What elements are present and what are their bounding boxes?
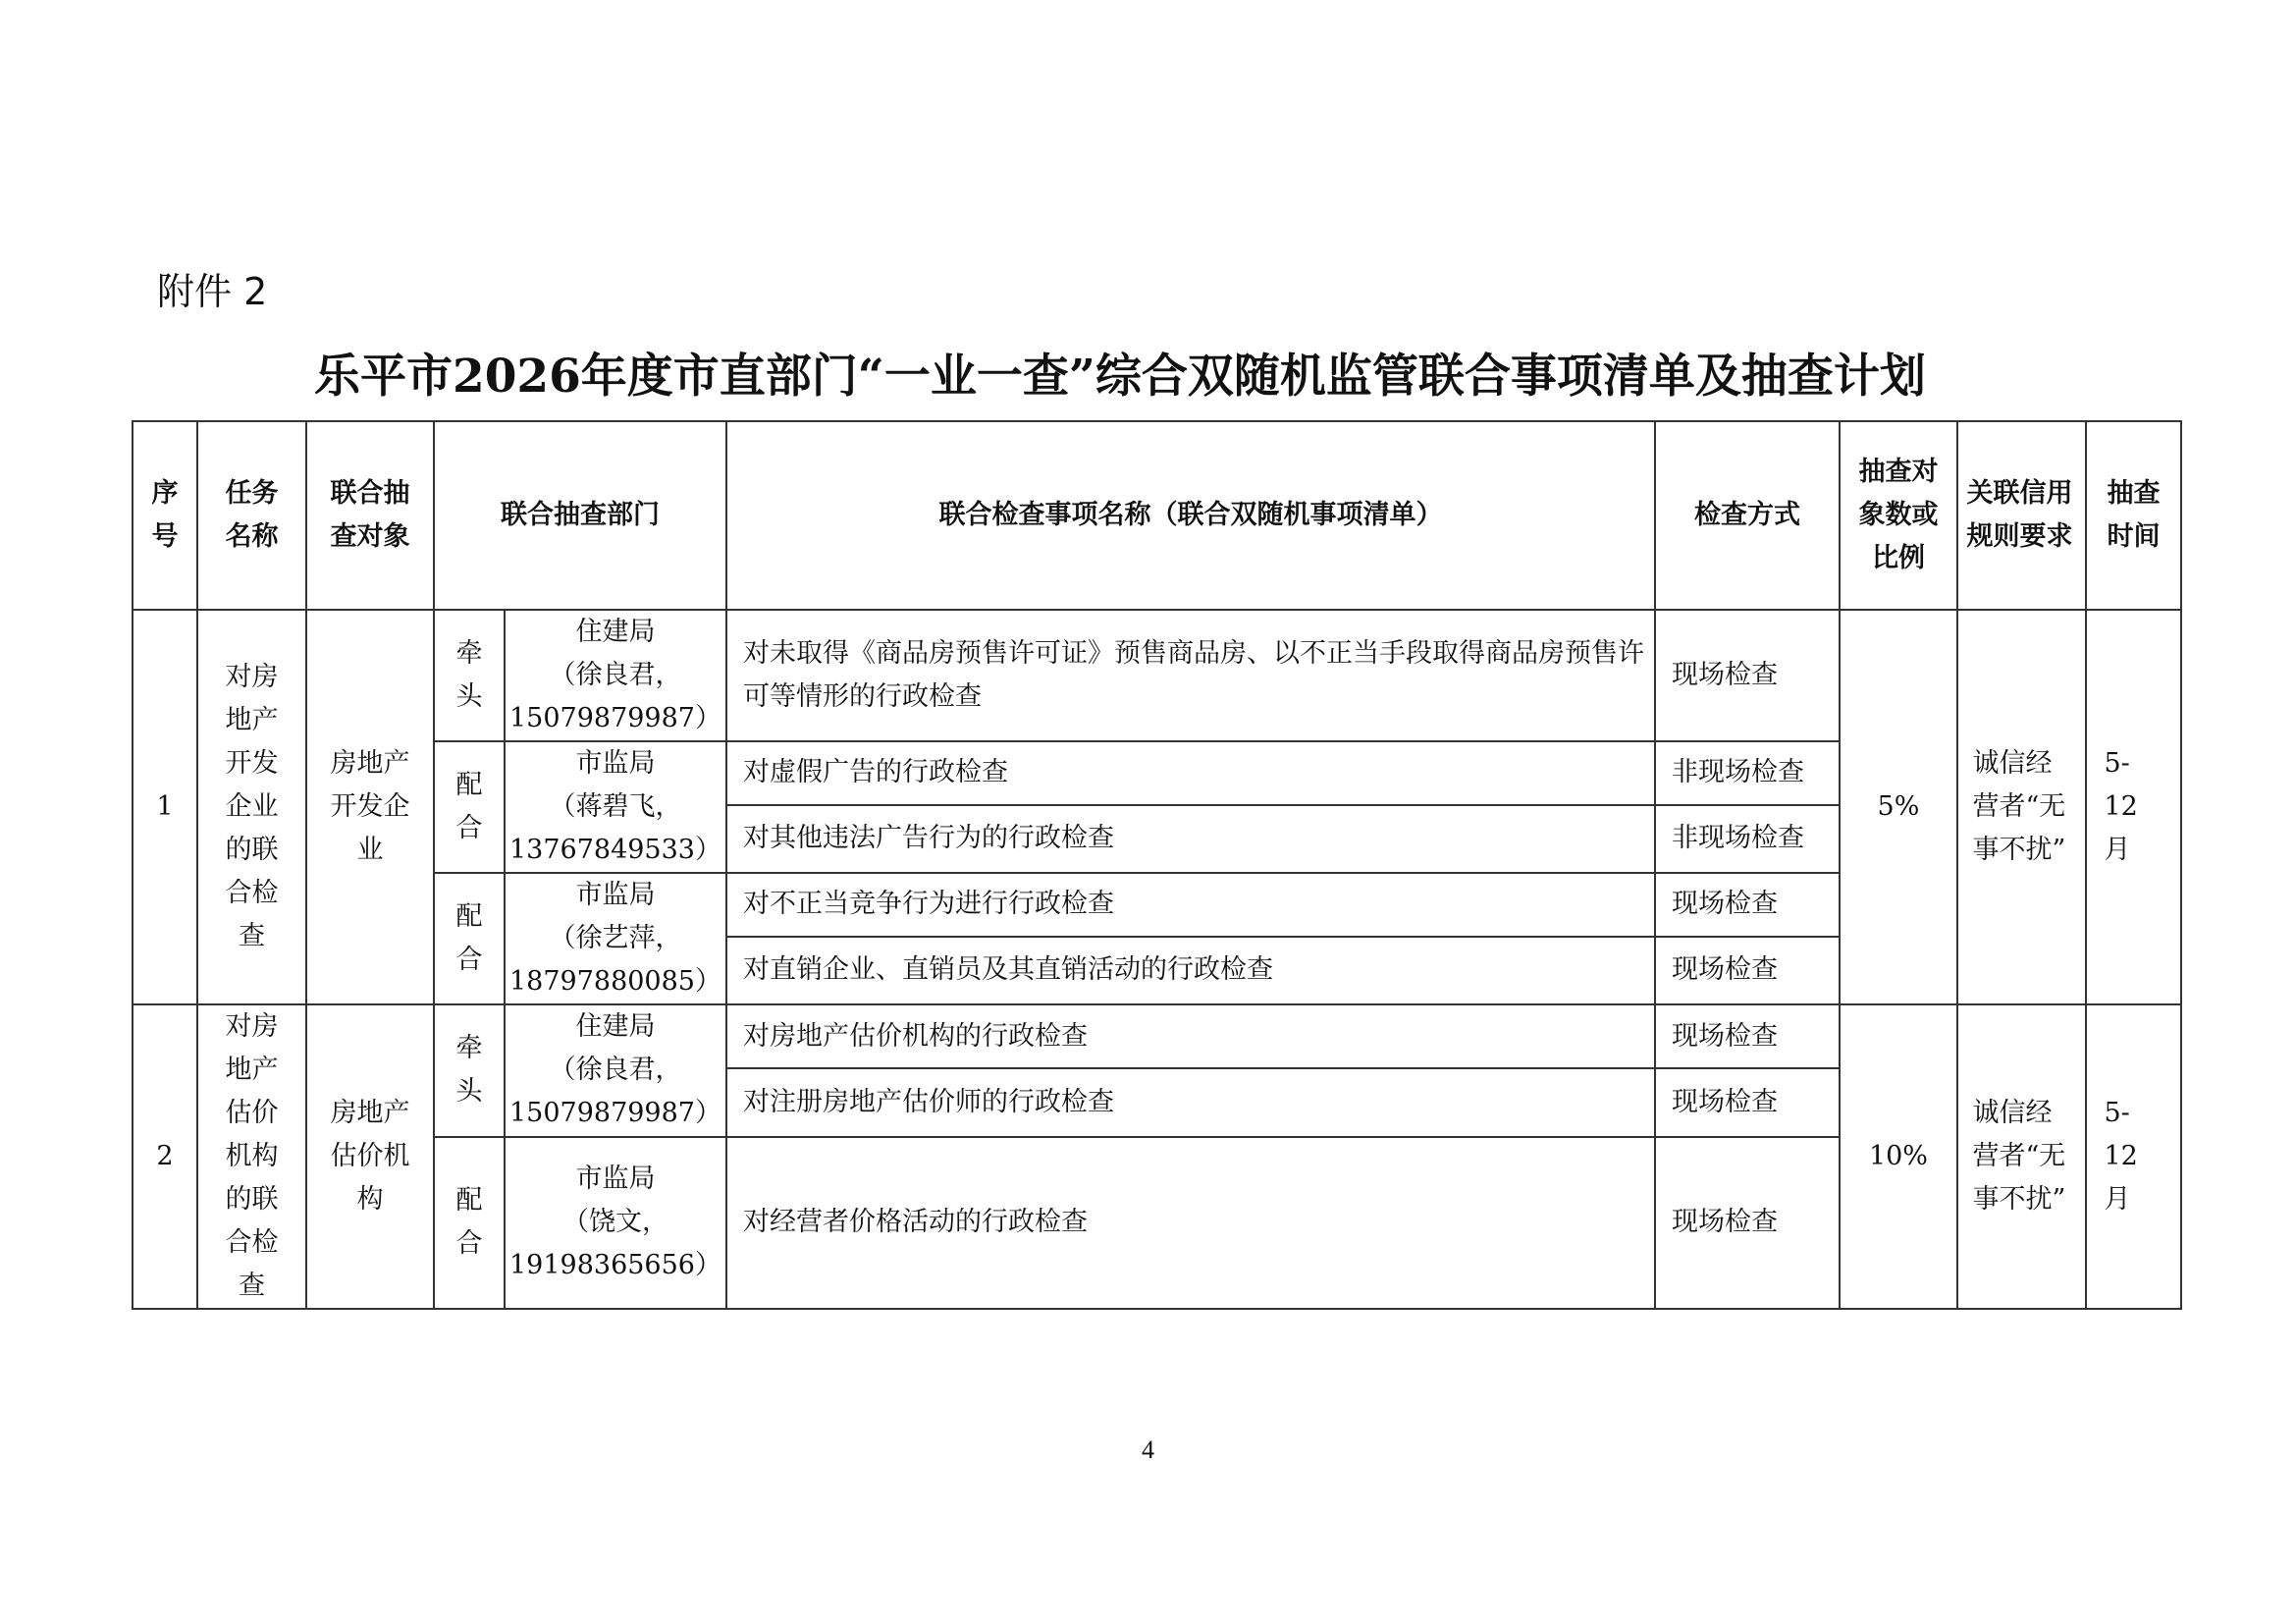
task-name-cell: 对房地产开发企业的联合检查 — [197, 610, 306, 1004]
method-cell: 现场检查 — [1655, 1004, 1840, 1068]
dept-contact: （徐艺萍， — [549, 923, 682, 953]
page-number: 4 — [1142, 1435, 1154, 1464]
item-name-cell: 对未取得《商品房预售许可证》预售商品房、以不正当手段取得商品房预售许可等情形的行政检查 — [726, 610, 1655, 741]
header-method: 检查方式 — [1655, 421, 1840, 610]
inspection-plan-table — [132, 420, 2182, 1310]
dept-phone: 13767849533） — [509, 835, 721, 865]
credit-cell: 诚信经营者“无事不扰” — [1957, 1004, 2086, 1309]
dept-name: 住建局 — [575, 1011, 656, 1043]
seq-cell: 1 — [133, 610, 197, 1004]
method-cell: 现场检查 — [1655, 873, 1840, 937]
item-name-cell: 对其他违法广告行为的行政检查 — [726, 805, 1655, 873]
dept-contact: （徐良君， — [549, 1055, 682, 1086]
item-name-cell: 对直销企业、直销员及其直销活动的行政检查 — [726, 937, 1655, 1004]
header-time: 抽查时间 — [2086, 421, 2181, 610]
dept-contact: （蒋碧飞， — [549, 791, 682, 822]
dept-phone: 19198365656） — [509, 1250, 721, 1281]
dept-cell — [505, 1004, 726, 1137]
dept-name: 市监局 — [575, 1164, 656, 1195]
time-cell: 5-12月 — [2086, 1004, 2181, 1309]
item-name-cell: 对经营者价格活动的行政检查 — [726, 1137, 1655, 1309]
method-cell: 现场检查 — [1655, 1137, 1840, 1309]
table-header-row — [133, 421, 2181, 610]
header-task: 任务名称 — [197, 421, 306, 610]
item-name-cell: 对不正当竞争行为进行行政检查 — [726, 873, 1655, 937]
method-cell: 现场检查 — [1655, 610, 1840, 741]
dept-cell — [505, 741, 726, 873]
object-cell: 房地产估价机构 — [306, 1004, 434, 1309]
header-item: 联合检查事项名称（联合双随机事项清单） — [726, 421, 1655, 610]
role-cell: 配合 — [434, 741, 505, 873]
item-name-cell: 对房地产估价机构的行政检查 — [726, 1004, 1655, 1068]
method-cell: 现场检查 — [1655, 1068, 1840, 1136]
dept-phone: 18797880085） — [509, 966, 721, 997]
item-name-cell: 对注册房地产估价师的行政检查 — [726, 1068, 1655, 1136]
role-cell: 牵头 — [434, 610, 505, 741]
dept-contact: （饶文， — [561, 1207, 668, 1238]
credit-cell: 诚信经营者“无事不扰” — [1957, 610, 2086, 1004]
dept-cell — [505, 1137, 726, 1309]
dept-phone: 15079879987） — [509, 1098, 721, 1129]
table-row — [133, 1004, 2181, 1068]
dept-cell — [505, 610, 726, 741]
method-cell: 非现场检查 — [1655, 741, 1840, 805]
ratio-cell: 5% — [1840, 610, 1957, 1004]
item-name-cell: 对虚假广告的行政检查 — [726, 741, 1655, 805]
attachment-label: 附件 2 — [157, 270, 268, 313]
method-cell: 现场检查 — [1655, 937, 1840, 1004]
header-object: 联合抽查对象 — [306, 421, 434, 610]
header-dept: 联合抽查部门 — [434, 421, 726, 610]
time-cell: 5-12月 — [2086, 610, 2181, 1004]
header-seq: 序号 — [133, 421, 197, 610]
header-ratio: 抽查对象数或比例 — [1840, 421, 1957, 610]
header-credit: 关联信用规则要求 — [1957, 421, 2086, 610]
dept-phone: 15079879987） — [509, 703, 721, 733]
dept-name: 市监局 — [575, 748, 656, 779]
seq-cell: 2 — [133, 1004, 197, 1309]
dept-name: 住建局 — [575, 617, 656, 647]
role-cell: 配合 — [434, 1137, 505, 1309]
document-title: 乐平市2026年度市直部门“一业一查”综合双随机监管联合事项清单及抽查计划 — [314, 350, 1926, 404]
dept-contact: （徐良君， — [549, 660, 682, 690]
ratio-cell: 10% — [1840, 1004, 1957, 1309]
task-name-cell: 对房地产估价机构的联合检查 — [197, 1004, 306, 1309]
table-row — [133, 610, 2181, 741]
role-cell: 牵头 — [434, 1004, 505, 1137]
method-cell: 非现场检查 — [1655, 805, 1840, 873]
object-cell: 房地产开发企业 — [306, 610, 434, 1004]
dept-cell — [505, 873, 726, 1004]
dept-name: 市监局 — [575, 880, 656, 910]
role-cell: 配合 — [434, 873, 505, 1004]
